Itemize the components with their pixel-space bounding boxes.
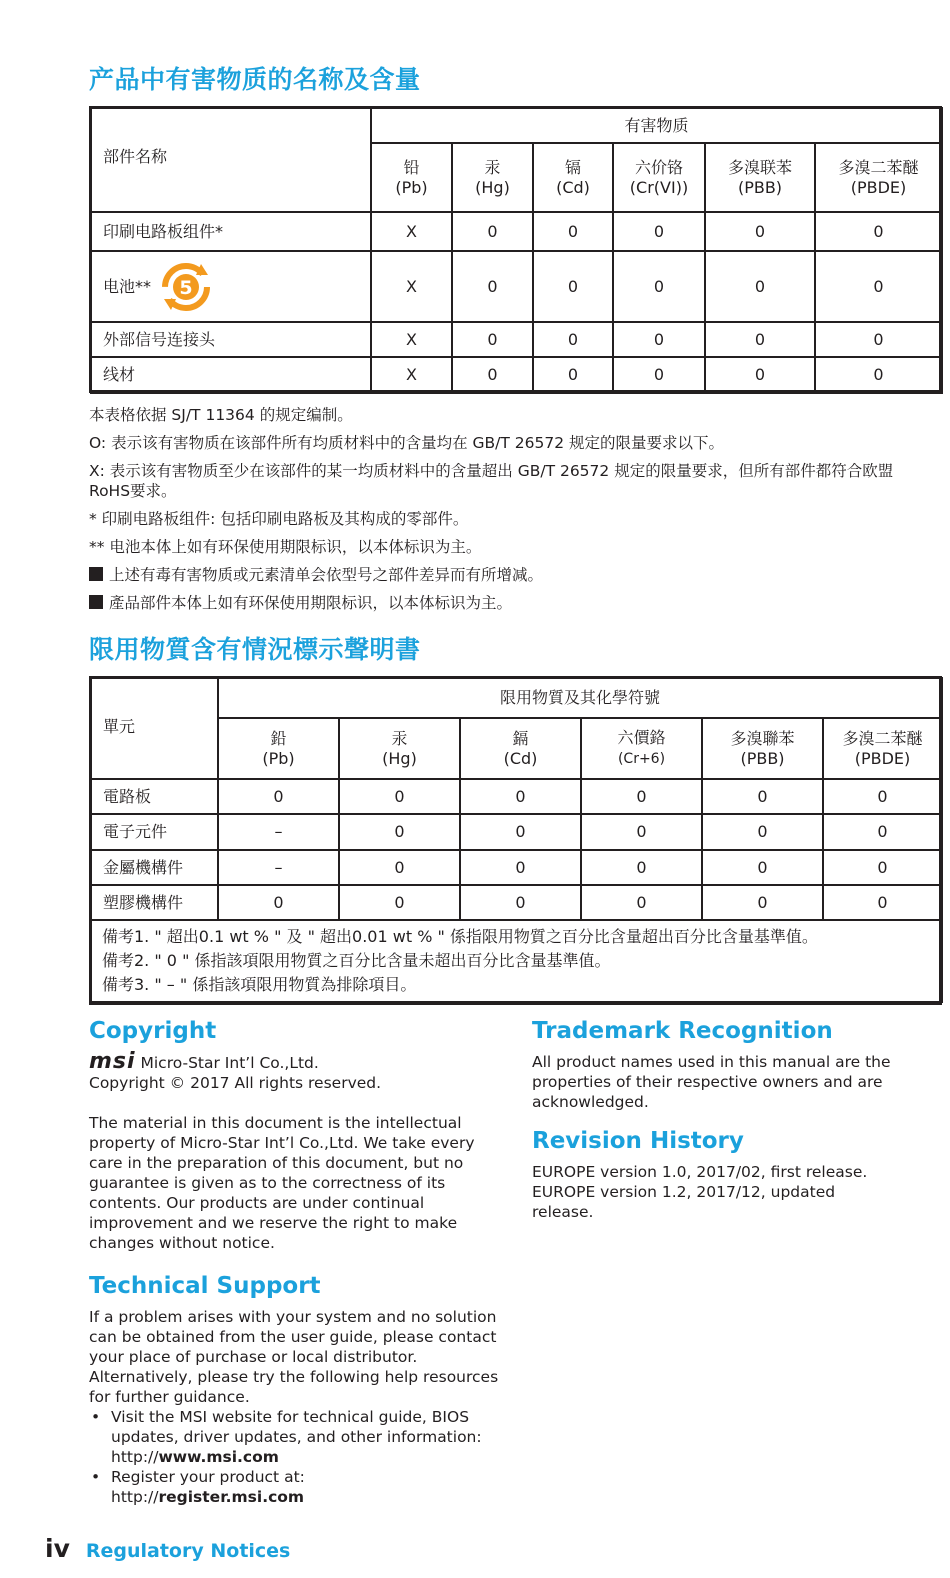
col-header-cd: 镉 (Cd): [533, 143, 613, 212]
cell-value: 0: [815, 357, 942, 393]
footer-section-name: Regulatory Notices: [85, 1540, 291, 1562]
remark-line: 備考1. " 超出0.1 wt % " 及 " 超出0.01 wt % " 係指限用物質之百分比含量超出百分比含量基準值。: [102, 927, 818, 946]
cell-value: 0: [460, 814, 581, 850]
col-header-pbb: 多溴联苯 (PBB): [705, 143, 815, 212]
cell-value: X: [371, 251, 452, 322]
cell-value: 0: [533, 212, 613, 251]
cell-value: 0: [702, 885, 823, 920]
left-column: [89, 1016, 499, 1507]
col-header-pbde: 多溴二苯醚 (PBDE): [815, 143, 942, 212]
cell-value: 0: [705, 357, 815, 393]
cell-value: 0: [823, 779, 942, 814]
trademark-title: Trademark Recognition: [532, 1018, 833, 1044]
cell-value: 0: [823, 850, 942, 885]
note-line: * 印刷电路板组件: 包括印刷电路板及其构成的零部件。: [89, 510, 469, 528]
msi-logo: msi: [89, 1049, 136, 1074]
cell-value: 0: [460, 779, 581, 814]
hazard-table-cn: [90, 107, 943, 394]
col-header-cr6: 六价铬 (Cr(VI)): [613, 143, 705, 212]
cell-value: 0: [452, 212, 533, 251]
list-item: • Register your product at: http://register.msi.com: [111, 1467, 499, 1507]
note-line: 本表格依据 SJ/T 11364 的规定编制。: [89, 406, 353, 424]
part-name-header: 部件名称: [91, 108, 371, 212]
note-line: ** 电池本体上如有环保使用期限标识，以本体标识为主。: [89, 538, 482, 556]
cell-value: 0: [702, 850, 823, 885]
part-name: 外部信号连接头: [91, 322, 371, 357]
cell-value: 0: [702, 814, 823, 850]
cell-value: X: [371, 357, 452, 393]
cell-value: 0: [339, 885, 460, 920]
remark-line: 備考2. " 0 " 係指該項限用物質之百分比含量未超出百分比含量基準值。: [102, 951, 611, 970]
cell-value: 0: [613, 251, 705, 322]
square-bullet-icon: [89, 567, 103, 581]
cell-value: 0: [823, 885, 942, 920]
cell-value: 0: [815, 212, 942, 251]
col-header-pbde: 多溴二苯醚 (PBDE): [823, 718, 942, 779]
table-row: [91, 251, 942, 322]
copyright-title: Copyright: [89, 1018, 217, 1044]
cell-value: 0: [339, 850, 460, 885]
note-line: 上述有毒有害物质或元素清单会依型号之部件差异而有所增减。: [89, 565, 939, 585]
part-name: 电池**: [103, 276, 152, 296]
cell-value: –: [218, 850, 339, 885]
unit-name: 塑膠機構件: [91, 885, 218, 920]
cell-value: 0: [581, 814, 702, 850]
cell-value: 0: [452, 357, 533, 393]
revision-line: EUROPE version 1.0, 2017/02, first release.: [532, 1163, 868, 1181]
cell-value: 0: [815, 322, 942, 357]
table-row: [91, 322, 942, 357]
restricted-group-header: 限用物質及其化學符號: [218, 678, 942, 718]
right-column: [532, 1016, 892, 1222]
section1-title: 产品中有害物质的名称及含量: [89, 65, 421, 94]
register-link[interactable]: register.msi.com: [158, 1488, 305, 1506]
support-title: Technical Support: [89, 1273, 321, 1299]
cell-value: 0: [218, 779, 339, 814]
col-header-pb: 铅 (Pb): [371, 143, 452, 212]
revision-title: Revision History: [532, 1128, 744, 1154]
cell-value: 0: [705, 251, 815, 322]
msi-website-link[interactable]: www.msi.com: [158, 1448, 279, 1466]
cell-value: X: [371, 322, 452, 357]
support-body: If a problem arises with your system and no solution can be obtained from the user guide, please contact your place of purchase or local distributor. Alternatively, please try the following help resources for further guidance.: [89, 1308, 499, 1406]
cell-value: 0: [705, 322, 815, 357]
unit-name: 電子元件: [91, 814, 218, 850]
col-header-hg: 汞 (Hg): [339, 718, 460, 779]
table-row: [91, 212, 942, 251]
note-line: 產品部件本体上如有环保使用期限标识，以本体标识为主。: [89, 593, 939, 613]
revision-line: EUROPE version 1.2, 2017/12, updated release.: [532, 1183, 836, 1221]
note-line: O: 表示该有害物质在该部件所有均质材料中的含量均在 GB/T 26572 规定的限量要求以下。: [89, 434, 725, 452]
part-name: 线材: [91, 357, 371, 393]
table-row: [91, 885, 942, 920]
section2-title: 限用物質含有情況標示聲明書: [89, 635, 421, 664]
square-bullet-icon: [89, 595, 103, 609]
cell-value: 0: [339, 779, 460, 814]
page-footer: [45, 1534, 290, 1563]
copyright-company-line: [89, 1049, 499, 1074]
cell-value: 0: [613, 322, 705, 357]
part-name: 印刷电路板组件*: [91, 212, 371, 251]
col-header-cd: 鎘 (Cd): [460, 718, 581, 779]
page-number: iv: [45, 1534, 70, 1563]
unit-header: 單元: [91, 678, 218, 779]
cell-value: 0: [581, 885, 702, 920]
cell-value: 0: [815, 251, 942, 322]
cell-value: 0: [533, 251, 613, 322]
cell-value: 0: [702, 779, 823, 814]
part-name-battery: [91, 251, 371, 322]
table-row: [91, 779, 942, 814]
table1-notes: [89, 405, 939, 621]
restricted-substance-table-tw: [90, 677, 943, 1003]
col-header-pb: 鉛 (Pb): [218, 718, 339, 779]
cell-value: 0: [533, 357, 613, 393]
support-list: [89, 1407, 499, 1507]
svg-text:5: 5: [179, 276, 193, 299]
note-line: X: 表示该有害物质至少在该部件的某一均质材料中的含量超出 GB/T 26572 规定的限量要求，但所有部件都符合欧盟 RoHS要求。: [89, 462, 894, 500]
unit-name: 金屬機構件: [91, 850, 218, 885]
unit-name: 電路板: [91, 779, 218, 814]
eco-5-year-icon: [158, 259, 214, 315]
table-row: [91, 814, 942, 850]
cell-value: 0: [533, 322, 613, 357]
cell-value: 0: [460, 850, 581, 885]
cell-value: X: [371, 212, 452, 251]
cell-value: 0: [218, 885, 339, 920]
cell-value: 0: [613, 212, 705, 251]
cell-value: 0: [581, 779, 702, 814]
table-row: [91, 850, 942, 885]
copyright-rights: Copyright © 2017 All rights reserved.: [89, 1074, 382, 1092]
cell-value: 0: [452, 251, 533, 322]
col-header-hg: 汞 (Hg): [452, 143, 533, 212]
cell-value: –: [218, 814, 339, 850]
copyright-body: The material in this document is the intellectual property of Micro-Star Int’l Co.,Ltd. We take every care in the preparation of this document, but no guarantee is given as to the correctness of its contents. Our products are under continual improvement and we reserve the right to make changes without notice.: [89, 1114, 475, 1252]
col-header-pbb: 多溴聯苯 (PBB): [702, 718, 823, 779]
cell-value: 0: [339, 814, 460, 850]
cell-value: 0: [613, 357, 705, 393]
col-header-cr6: 六價鉻 (Cr+6): [581, 718, 702, 779]
cell-value: 0: [823, 814, 942, 850]
hazard-group-header: 有害物质: [371, 108, 942, 143]
cell-value: 0: [452, 322, 533, 357]
remark-line: 備考3. " – " 係指該項限用物質為排除項目。: [102, 975, 417, 994]
table-row: [91, 357, 942, 393]
trademark-body: All product names used in this manual are the properties of their respective owners and are acknowledged.: [532, 1053, 891, 1111]
cell-value: 0: [460, 885, 581, 920]
company-name: Micro-Star Int’l Co.,Ltd.: [140, 1054, 319, 1072]
list-item: • Visit the MSI website for technical guide, BIOS updates, driver updates, and other information: http://www.msi.com: [111, 1407, 499, 1467]
cell-value: 0: [705, 212, 815, 251]
remarks-cell: [91, 920, 942, 1002]
cell-value: 0: [581, 850, 702, 885]
